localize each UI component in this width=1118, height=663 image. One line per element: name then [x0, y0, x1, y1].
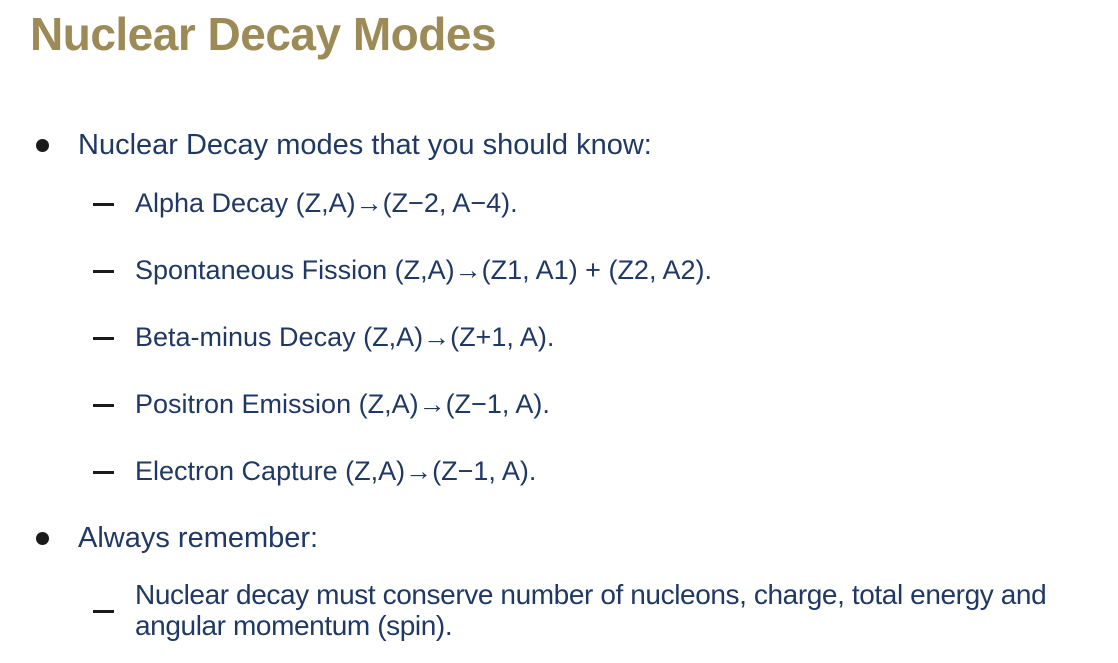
bullet-item-always-remember	[36, 521, 1118, 555]
slide-title: Nuclear Decay Modes	[30, 8, 497, 60]
bullet-icon	[36, 532, 49, 545]
sub-item-alpha-decay	[93, 186, 1118, 220]
sub-item-text: Electron Capture (Z,A)→(Z−1, A).	[135, 455, 537, 486]
dash-icon	[93, 610, 114, 613]
sub-item-beta-minus-decay	[93, 320, 1118, 354]
sub-item-text: Positron Emission (Z,A)→(Z−1, A).	[135, 388, 550, 419]
dash-icon	[93, 203, 114, 206]
bullet-text: Always remember:	[78, 521, 319, 554]
sub-item-conservation	[93, 579, 1118, 641]
dash-icon	[93, 337, 114, 340]
dash-icon	[93, 404, 114, 407]
slide-body	[0, 128, 1118, 641]
sub-item-electron-capture	[93, 454, 1118, 488]
bullet-text: Nuclear Decay modes that you should know:	[78, 128, 652, 161]
bullet-icon	[36, 139, 49, 152]
sub-item-text: Spontaneous Fission (Z,A)→(Z1, A1) + (Z2, A2).	[135, 254, 712, 285]
sub-item-text: Alpha Decay (Z,A)→(Z−2, A−4).	[135, 187, 518, 218]
sub-item-text: Nuclear decay must conserve number of nucleons, charge, total energy and angular momentum (spin).	[135, 578, 1047, 641]
sub-item-text: Beta-minus Decay (Z,A)→(Z+1, A).	[135, 321, 555, 352]
dash-icon	[93, 471, 114, 474]
dash-icon	[93, 270, 114, 273]
sub-item-spontaneous-fission	[93, 253, 1118, 287]
sub-item-positron-emission	[93, 387, 1118, 421]
bullet-item-decay-modes	[36, 128, 1118, 162]
